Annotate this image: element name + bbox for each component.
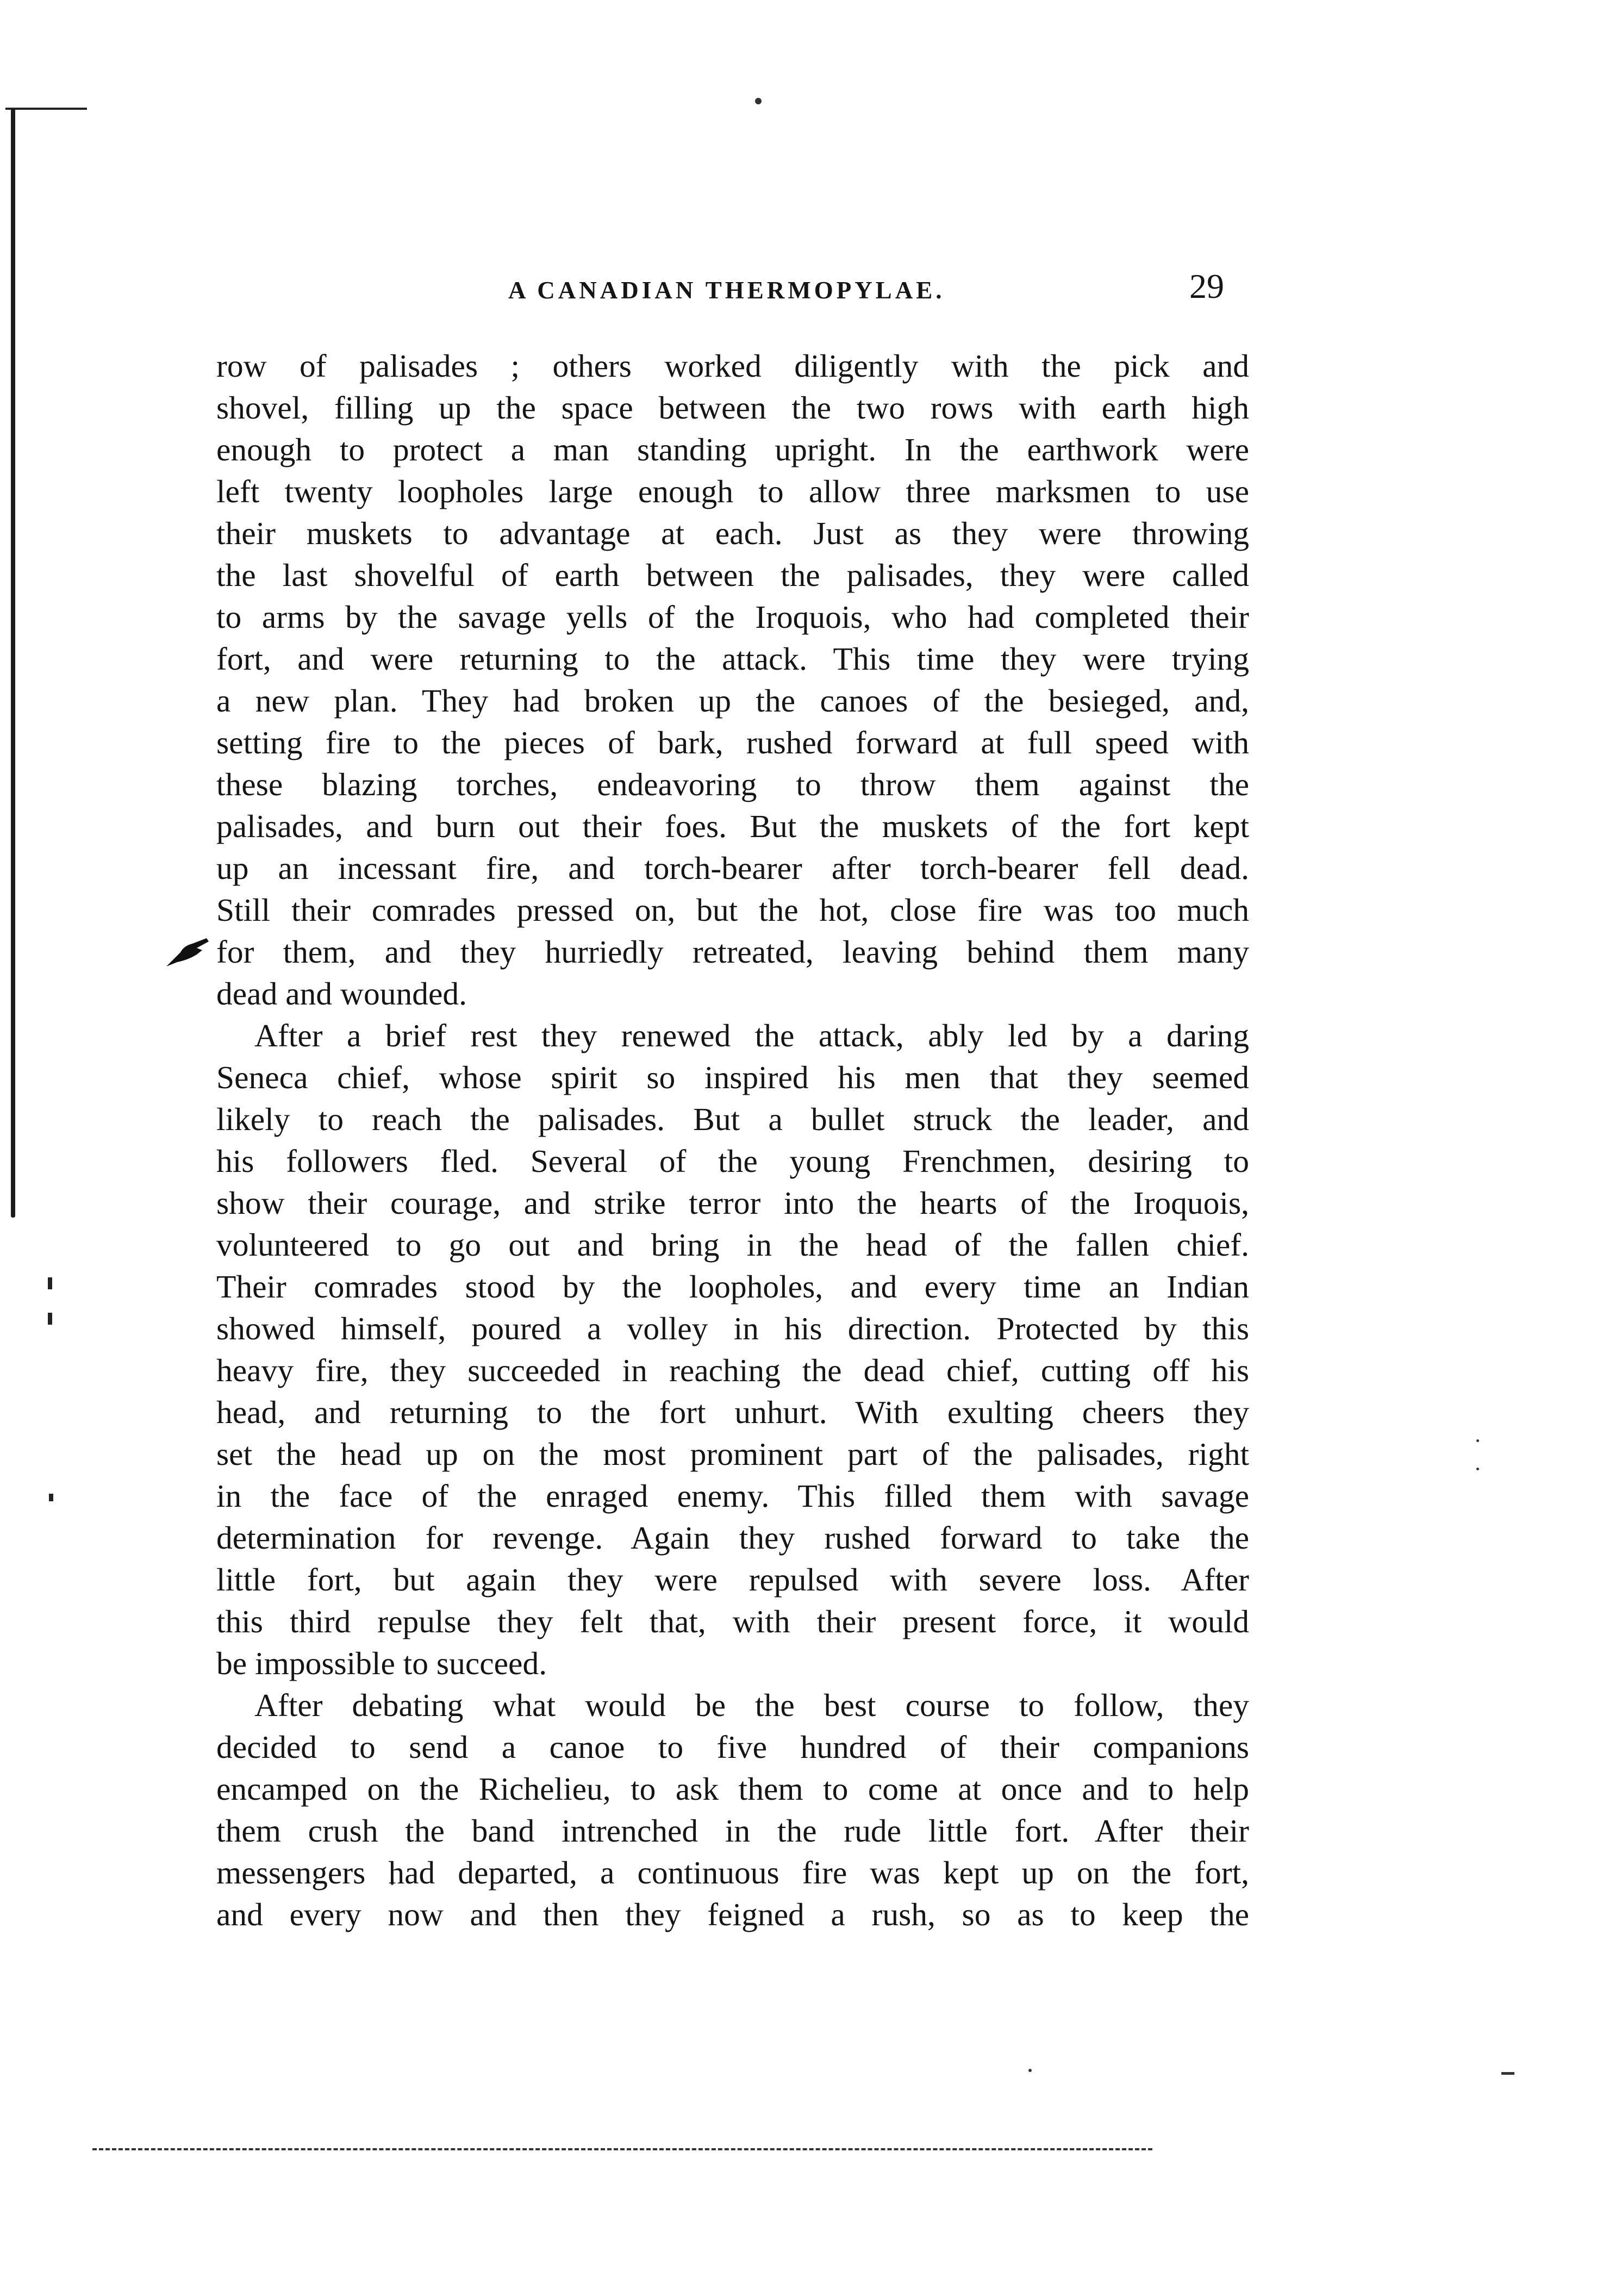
text-line: heavy fire, they succeeded in reaching the dead chief, cutting off his [216, 1352, 1249, 1388]
speck [755, 98, 762, 104]
text-line: shovel, filling up the space between the two rows with earth high [216, 390, 1249, 426]
text-line: them crush the band intrenched in the rude little fort. After their [216, 1813, 1249, 1849]
text-line: up an incessant fire, and torch-bearer after torch-bearer fell dead. [216, 850, 1249, 886]
speck [1028, 2069, 1032, 2072]
text-line: showed himself, poured a volley in his direction. Protected by this [216, 1311, 1249, 1346]
speck [1476, 1468, 1479, 1470]
text-line: for them, and they hurriedly retreated, leaving behind them many [216, 934, 1249, 970]
text-line: the last shovelful of earth between the palisades, they were called [216, 557, 1249, 593]
text-line: likely to reach the palisades. But a bullet struck the leader, and [216, 1101, 1249, 1137]
text-line: decided to send a canoe to five hundred of their companions [216, 1729, 1249, 1765]
text-line: head, and returning to the fort unhurt. With exulting cheers they [216, 1394, 1249, 1430]
text-line: his followers fled. Several of the young Frenchmen, desiring to [216, 1143, 1249, 1179]
margin-mark [48, 1313, 52, 1325]
text-line: Seneca chief, whose spirit so inspired his men that they seemed [216, 1059, 1249, 1095]
text-line: and every now and then they feigned a rush, so as to keep the [216, 1896, 1249, 1932]
margin-mark [48, 1277, 52, 1289]
text-line: Still their comrades pressed on, but the hot, close fire was too much [216, 892, 1249, 928]
binding-edge-line [11, 109, 15, 1218]
binding-edge-top [5, 108, 87, 110]
bottom-edge-rule [92, 2148, 1152, 2150]
text-line: fort, and were returning to the attack. This time they were trying [216, 641, 1249, 677]
margin-mark [1501, 2072, 1514, 2075]
text-line: After debating what would be the best course to follow, they [254, 1687, 1249, 1723]
text-line: After a brief rest they renewed the attack, ably led by a daring [254, 1018, 1249, 1053]
text-line: little fort, but again they were repulsed with severe loss. After [216, 1562, 1249, 1598]
text-line: setting fire to the pieces of bark, rushed forward at full speed with [216, 725, 1249, 760]
text-line: in the face of the enraged enemy. This filled them with savage [216, 1478, 1249, 1514]
text-line: enough to protect a man standing upright. In the earthwork were [216, 432, 1249, 467]
text-line: Their comrades stood by the loopholes, and every time an Indian [216, 1269, 1249, 1305]
text-line: determination for revenge. Again they rushed forward to take the [216, 1520, 1249, 1556]
pointing-hand-icon [164, 936, 210, 969]
text-line: dead and wounded. [216, 976, 467, 1012]
speck [1476, 1439, 1479, 1442]
text-line: show their courage, and strike terror into the hearts of the Iroquois, [216, 1185, 1249, 1221]
text-line: encamped on the Richelieu, to ask them to come at once and to help [216, 1771, 1249, 1807]
text-line: row of palisades ; others worked diligently with the pick and [216, 348, 1249, 384]
text-line: left twenty loopholes large enough to allow three marksmen to use [216, 473, 1249, 509]
text-line: their muskets to advantage at each. Just as they were throwing [216, 515, 1249, 551]
text-line: be impossible to succeed. [216, 1645, 547, 1681]
text-line: palisades, and burn out their foes. But the muskets of the fort kept [216, 808, 1249, 844]
text-line: to arms by the savage yells of the Iroquois, who had completed their [216, 599, 1249, 635]
margin-mark [49, 1494, 53, 1501]
text-line: these blazing torches, endeavoring to throw them against the [216, 766, 1249, 802]
text-line: this third repulse they felt that, with their present force, it would [216, 1604, 1249, 1639]
page-number: 29 [1189, 267, 1224, 305]
text-line: volunteered to go out and bring in the head of the fallen chief. [216, 1227, 1249, 1263]
text-line: set the head up on the most prominent part of the palisades, right [216, 1436, 1249, 1472]
text-line: a new plan. They had broken up the canoes of the besieged, and, [216, 683, 1249, 719]
running-head: A CANADIAN THERMOPYLAE. [508, 277, 945, 304]
body-text [216, 345, 1249, 1936]
text-line: messengers had departed, a continuous fire was kept up on the fort, [216, 1855, 1249, 1891]
